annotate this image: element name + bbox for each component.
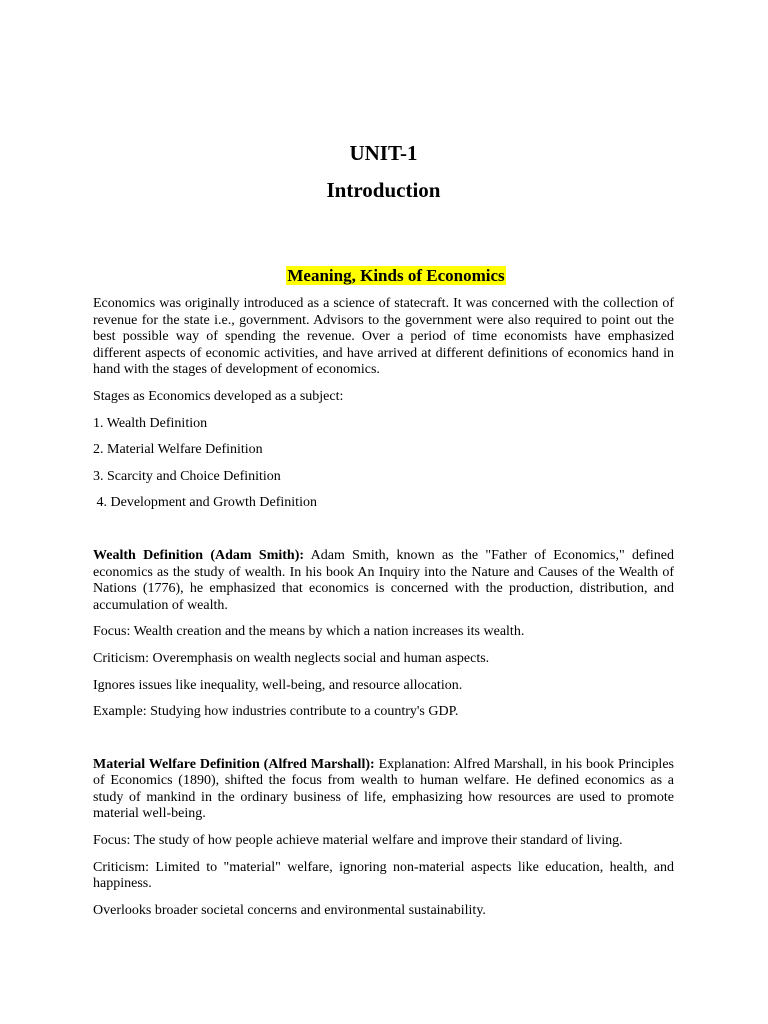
stage-item-1: 1. Wealth Definition (93, 415, 208, 431)
stages-lead: Stages as Economics developed as a subject: (93, 388, 344, 404)
section-heading (93, 265, 699, 287)
stage-item-3: 3. Scarcity and Choice Definition (93, 468, 281, 484)
intro-paragraph: Economics was originally introduced as a science of statecraft. It was concerned with the collection of revenue for the state i.e., government. Advisors to the government were also required to point out the best possible way of spending the revenue. Over a period of time economists have emphasized different aspects of economic activities, and have arrived at different definitions of economics hand in hand with the stages of development of economics. (93, 296, 674, 378)
wealth-definition-heading: Wealth Definition (Adam Smith): (93, 547, 305, 563)
material-welfare-heading: Material Welfare Definition (Alfred Marshall): (93, 756, 375, 772)
wealth-focus: Focus: Wealth creation and the means by which a nation increases its wealth. (93, 624, 525, 640)
section-heading-text: Meaning, Kinds of Economics (287, 266, 505, 285)
wealth-definition-paragraph (93, 548, 674, 614)
material-welfare-text: Explanation: Alfred Marshall, in his book Principles of Economics (1890), shifted the focus from wealth to human welfare. He defined economics as a study of mankind in the ordinary business of life, emphasizing how resources are used to promote material well-being. (93, 756, 674, 822)
material-welfare-paragraph (93, 757, 674, 823)
wealth-ignores: Ignores issues like inequality, well-being, and resource allocation. (93, 677, 463, 693)
wealth-criticism: Criticism: Overemphasis on wealth neglects social and human aspects. (93, 650, 490, 666)
spacer (93, 522, 674, 548)
material-overlooks: Overlooks broader societal concerns and environmental sustainability. (93, 902, 486, 918)
material-criticism: Criticism: Limited to "material" welfare, ignoring non-material aspects like education, health, and happiness. (93, 859, 674, 892)
page-title: Introduction (326, 178, 441, 202)
wealth-definition-text: Adam Smith, known as the "Father of Economics," defined economics as the study of wealth. In his book An Inquiry into the Nature and Causes of the Wealth of Nations (1776), he emphasized that economics is concerned with the production, distribution, and accumulation of wealth. (93, 547, 674, 613)
material-focus: Focus: The study of how people achieve material welfare and improve their standard of living. (93, 833, 623, 849)
spacer (93, 731, 674, 757)
document-body (93, 296, 674, 929)
stage-item-4-text: 4. Development and Growth Definition (93, 495, 317, 511)
wealth-example: Example: Studying how industries contribute to a country's GDP. (93, 704, 459, 720)
stage-item-4 (93, 495, 674, 512)
unit-title: UNIT-1 (349, 141, 418, 165)
stage-item-2: 2. Material Welfare Definition (93, 442, 263, 458)
